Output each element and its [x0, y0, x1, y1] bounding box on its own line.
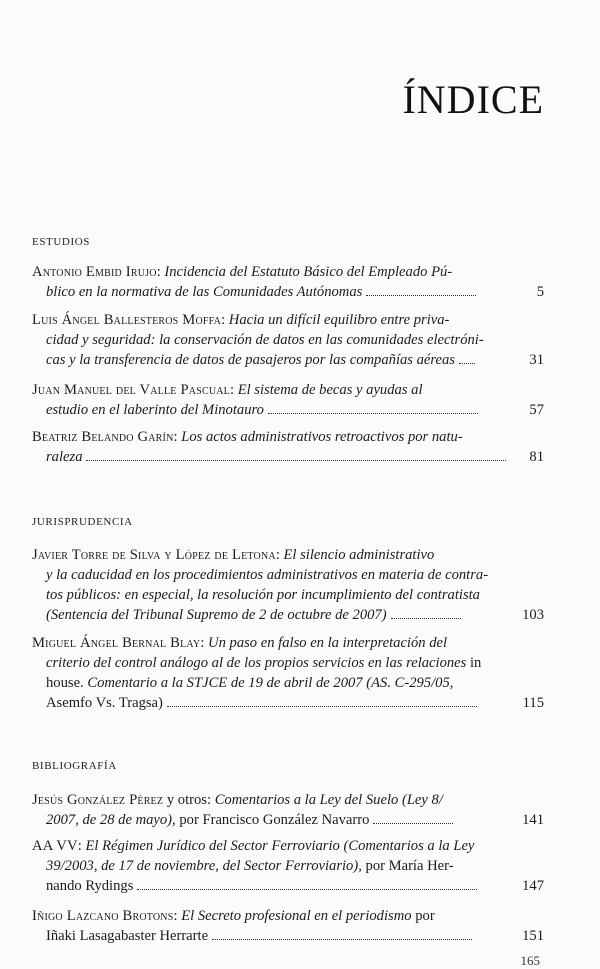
entry-title-roman: in [470, 655, 482, 671]
entry-author-suffix: y otros [166, 792, 207, 808]
toc-entry[interactable]: Javier Torre de Silva y López de Letona: El silencio administrativo y la caducidad en los procedimientos administrativos en materia de contra- tos públicos: en especial, la resolución por incumplimiento del contratista (Sentencia del Tribunal Supremo de 2 de octubre de 2007) 103 [32, 547, 544, 623]
leader-dots [137, 888, 477, 890]
page-title: ÍNDICE [402, 77, 544, 122]
toc-entry[interactable]: Beatriz Belando Garín: Los actos administrativos retroactivos por natu- raleza 81 [32, 429, 544, 465]
entry-author: Javier Torre de Silva y López de Letona [32, 547, 276, 563]
leader-dots [268, 412, 478, 414]
entry-title-cont: cas y la transferencia de datos de pasajeros por las compañías aéreas [46, 352, 455, 368]
entry-title-cont: y la caducidad en los procedimientos administrativos en materia de contra- [46, 567, 489, 583]
toc-entry[interactable]: Luis Ángel Ballesteros Moffa: Hacia un difícil equilibro entre priva- cidad y seguridad: la conservación de datos en las comunidades electróni- cas y la transferencia de datos de pasajeros por las compañías aéreas 31 [32, 312, 544, 368]
leader-dots [212, 938, 472, 940]
leader-dots [167, 705, 477, 707]
entry-author: Beatriz Belando Garín [32, 429, 174, 445]
entry-title: Hacia un difícil equilibro entre priva- [228, 312, 450, 328]
entry-author: Antonio Embid Irujo [32, 264, 157, 280]
entry-title-roman: house. [46, 675, 84, 691]
entry-author: Juan Manuel del Valle Pascual [32, 382, 230, 398]
entry-title: Comentarios a la Ley del Suelo (Ley 8/ [214, 792, 443, 808]
entry-reviewer: por Francisco González Navarro [179, 812, 370, 828]
leader-dots [391, 617, 461, 619]
entry-title-cont: tos públicos: en especial, la resolución por incumplimiento del contratista [46, 587, 480, 603]
entry-page: 57 [529, 402, 544, 418]
entry-author: Miguel Ángel Bernal Blay [32, 635, 201, 651]
entry-author: Jesús González Pérez [32, 792, 164, 808]
entry-title-cont: estudio en el laberinto del Minotauro [46, 402, 264, 418]
entry-page: 151 [522, 928, 544, 944]
entry-author: Iñigo Lazcano Brotons [32, 908, 174, 924]
leader-dots [373, 822, 453, 824]
toc-entry[interactable]: Antonio Embid Irujo: Incidencia del Estatuto Básico del Empleado Pú- blico en la normativa de las Comunidades Autónomas 5 [32, 264, 544, 300]
entry-title-cont: (Sentencia del Tribunal Supremo de 2 de octubre de 2007) [46, 607, 387, 623]
entry-title-cont: raleza [46, 449, 83, 465]
entry-title: El Secreto profesional en el periodismo [181, 908, 412, 924]
entry-title: El sistema de becas y ayudas al [237, 382, 423, 398]
entry-author: AA VV [32, 838, 78, 854]
entry-page: 81 [529, 449, 544, 465]
entry-title: El silencio administrativo [283, 547, 435, 563]
page-header [402, 76, 544, 123]
section-heading-estudios: ESTUDIOS [32, 236, 90, 248]
entry-title-cont: criterio del control análogo al de los propios servicios en las relaciones [46, 655, 467, 671]
entry-page: 147 [522, 878, 544, 894]
entry-page: 115 [522, 695, 544, 711]
entry-title: Los actos administrativos retroactivos por natu- [181, 429, 463, 445]
entry-title-cont: 39/2003, de 17 de noviembre, del Sector Ferroviario), [46, 858, 362, 874]
entry-page: 5 [536, 284, 544, 300]
entry-title-cont: cidad y seguridad: la conservación de datos en las comunidades electróni- [46, 332, 484, 348]
entry-title-cont: blico en la normativa de las Comunidades Autónomas [46, 284, 363, 300]
entry-title: Un paso en falso en la interpretación del [208, 635, 448, 651]
entry-title-roman: Asemfo Vs. Tragsa) [46, 695, 163, 711]
entry-by: por [415, 908, 435, 924]
entry-title: El Régimen Jurídico del Sector Ferroviario (Comentarios a la Ley [85, 838, 475, 854]
toc-entry[interactable]: Miguel Ángel Bernal Blay: Un paso en falso en la interpretación del criterio del control análogo al de los propios servicios en las relaciones in house. Comentario a la STJCE de 19 de abril de 2007 (AS. C-295/05, Asemfo Vs. Tragsa) 115 [32, 635, 544, 711]
section-heading-jurisprudencia: JURISPRUDENCIA [32, 516, 133, 528]
entry-author: Luis Ángel Ballesteros Moffa [32, 312, 222, 328]
toc-entry[interactable]: Juan Manuel del Valle Pascual: El sistema de becas y ayudas al estudio en el laberinto del Minotauro 57 [32, 382, 544, 418]
entry-reviewer: Iñaki Lasagabaster Herrarte [46, 928, 209, 944]
toc-entry[interactable]: Iñigo Lazcano Brotons: El Secreto profesional en el periodismo por Iñaki Lasagabaster Herrarte 151 [32, 908, 544, 944]
toc-entry[interactable]: Jesús González Pérez y otros: Comentarios a la Ley del Suelo (Ley 8/ 2007, de 28 de mayo), por Francisco González Navarro 141 [32, 792, 544, 828]
section-heading-bibliografia: BIBLIOGRAFÍA [32, 760, 117, 772]
page-folio: 165 [520, 953, 540, 968]
entry-reviewer-cont: nando Rydings [46, 878, 134, 894]
toc-entry[interactable]: AA VV: El Régimen Jurídico del Sector Ferroviario (Comentarios a la Ley 39/2003, de 17 de noviembre, del Sector Ferroviario), por María Her- nando Rydings 147 [32, 838, 544, 894]
entry-title: Incidencia del Estatuto Básico del Empleado Pú- [164, 264, 453, 280]
entry-page: 31 [529, 352, 544, 368]
entry-reviewer: por María Her- [365, 858, 454, 874]
leader-dots [366, 294, 476, 296]
entry-title-cont: 2007, de 28 de mayo), [46, 812, 176, 828]
leader-dots [86, 459, 506, 461]
leader-dots [459, 362, 475, 364]
entry-title-cont: Comentario a la STJCE de 19 de abril de 2007 (AS. C-295/05, [87, 675, 454, 691]
entry-page: 103 [522, 607, 544, 623]
entry-page: 141 [522, 812, 544, 828]
